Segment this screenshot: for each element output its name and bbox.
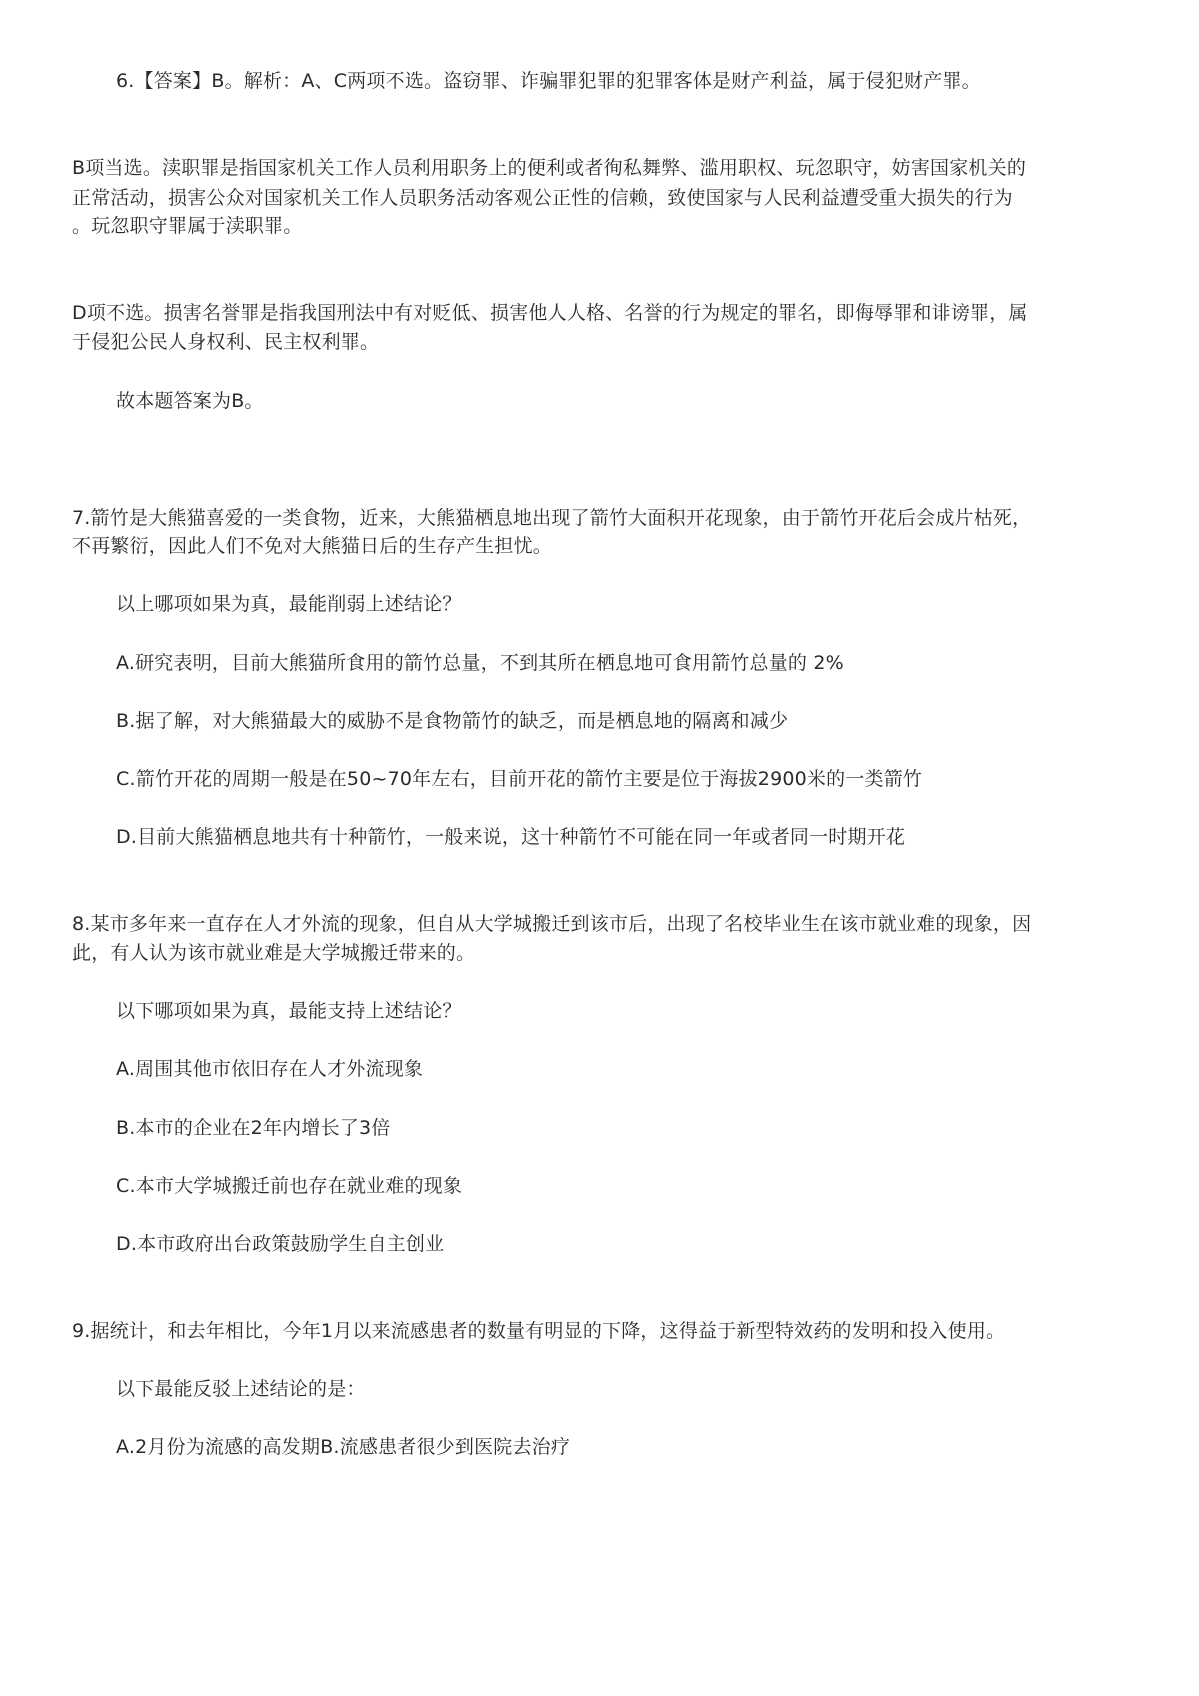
q6-conclusion: 故本题答案为B。 [116, 390, 264, 412]
q8-option-a: A.周围其他市依旧存在人才外流现象 [116, 1058, 424, 1080]
q8-stem-line-1: 8.某市多年来一直存在人才外流的现象，但自从大学城搬迁到该市后，出现了名校毕业生在该市就业难的现象，因 [72, 913, 1032, 935]
q6-b-para-line-2: 正常活动，损害公众对国家机关工作人员职务活动客观公正性的信赖，致使国家与人民利益遭受重大损失的行为 [72, 187, 1013, 209]
q7-stem-line-2: 不再繁衍，因此人们不免对大熊猫日后的生存产生担忧。 [72, 535, 553, 557]
q8-option-b: B.本市的企业在2年内增长了3倍 [116, 1117, 391, 1139]
q9-question: 以下最能反驳上述结论的是： [116, 1378, 366, 1400]
q8-stem-line-2: 此，有人认为该市就业难是大学城搬迁带来的。 [72, 942, 476, 964]
q7-option-d: D.目前大熊猫栖息地共有十种箭竹，一般来说，这十种箭竹不可能在同一年或者同一时期开花 [116, 826, 906, 848]
q6-answer-line: 6.【答案】B。解析：A、C两项不选。盗窃罪、诈骗罪犯罪的犯罪客体是财产利益，属于侵犯财产罪。 [116, 70, 981, 92]
q7-option-b: B.据了解，对大熊猫最大的威胁不是食物箭竹的缺乏，而是栖息地的隔离和减少 [116, 710, 789, 732]
q6-d-para-line-1: D项不选。损害名誉罪是指我国刑法中有对贬低、损害他人人格、名誉的行为规定的罪名，即侮辱罪和诽谤罪，属 [72, 302, 1028, 324]
q8-option-c: C.本市大学城搬迁前也存在就业难的现象 [116, 1175, 463, 1197]
q6-d-para-line-2: 于侵犯公民人身权利、民主权利罪。 [72, 331, 380, 353]
q6-b-para-line-3: 。玩忽职守罪属于渎职罪。 [72, 215, 303, 237]
q7-stem-line-1: 7.箭竹是大熊猫喜爱的一类食物，近来，大熊猫栖息地出现了箭竹大面积开花现象，由于箭竹开花后会成片枯死， [72, 507, 1032, 529]
q7-option-c: C.箭竹开花的周期一般是在50~70年左右，目前开花的箭竹主要是位于海拔2900米的一类箭竹 [116, 768, 923, 790]
q6-b-para-line-1: B项当选。渎职罪是指国家机关工作人员利用职务上的便利或者徇私舞弊、滥用职权、玩忽职守，妨害国家机关的 [72, 157, 1027, 179]
q8-question: 以下哪项如果为真，最能支持上述结论？ [116, 1000, 462, 1022]
q7-question: 以上哪项如果为真，最能削弱上述结论？ [116, 593, 462, 615]
q7-option-a: A.研究表明，目前大熊猫所食用的箭竹总量，不到其所在栖息地可食用箭竹总量的 2% [116, 652, 844, 674]
q8-option-d: D.本市政府出台政策鼓励学生自主创业 [116, 1233, 445, 1255]
q9-stem: 9.据统计，和去年相比，今年1月以来流感患者的数量有明显的下降，这得益于新型特效药的发明和投入使用。 [72, 1320, 1006, 1342]
q9-options-line: A.2月份为流感的高发期B.流感患者很少到医院去治疗 [116, 1436, 571, 1458]
